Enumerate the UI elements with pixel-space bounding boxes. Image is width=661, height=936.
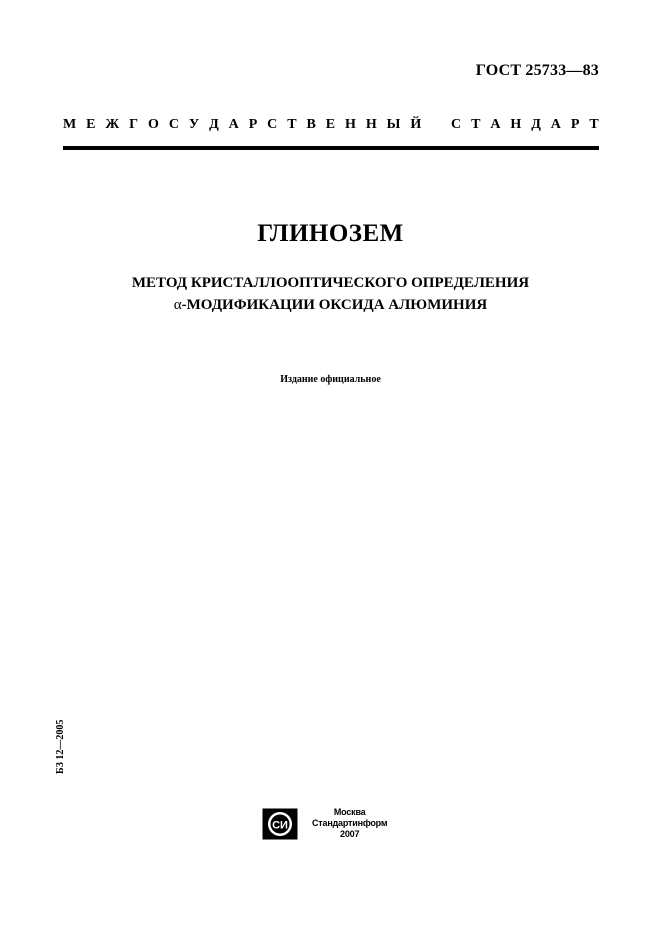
- subtitle-line-2-text: -МОДИФИКАЦИИ ОКСИДА АЛЮМИНИЯ: [181, 297, 488, 313]
- banner-letter: Е: [325, 117, 336, 132]
- banner-letter: Т: [589, 117, 599, 132]
- alpha-symbol: α: [173, 297, 182, 313]
- banner-letter: Ы: [386, 117, 401, 132]
- logo-letters: СИ: [272, 819, 288, 831]
- banner-letter: Т: [287, 117, 297, 132]
- publisher-city: Москва: [333, 807, 366, 817]
- subtitle-line-2: [0, 294, 661, 316]
- banner-letter: Н: [510, 117, 522, 132]
- banner-letter: Д: [531, 117, 541, 132]
- banner-letter: Й: [410, 117, 422, 132]
- banner-letter: Н: [365, 117, 377, 132]
- banner-letter: С: [451, 117, 462, 132]
- subtitle-line-1: МЕТОД КРИСТАЛЛООПТИЧЕСКОГО ОПРЕДЕЛЕНИЯ: [131, 275, 530, 291]
- publisher-block: [262, 807, 387, 840]
- banner-letter: В: [306, 117, 316, 132]
- banner-letter: Ж: [105, 117, 120, 132]
- header-divider: [63, 146, 599, 150]
- side-note: БЗ 12—2005: [55, 719, 66, 774]
- banner-letter: Г: [129, 117, 139, 132]
- banner-word-gap: [431, 117, 441, 133]
- banner-letter: А: [228, 117, 239, 132]
- banner-letter: О: [148, 117, 159, 132]
- interstate-standard-banner: [63, 117, 599, 133]
- banner-letter: Р: [570, 117, 580, 132]
- banner-letter: С: [168, 117, 179, 132]
- banner-letter: Т: [471, 117, 481, 132]
- banner-letter: С: [267, 117, 278, 132]
- standartinform-logo-icon: [262, 808, 298, 840]
- edition-label: Издание официальное: [280, 374, 381, 385]
- banner-letter: М: [63, 117, 77, 132]
- banner-letter: Р: [248, 117, 258, 132]
- document-subtitle: [0, 272, 661, 316]
- banner-letter: У: [188, 117, 200, 132]
- document-title: ГЛИНОЗЕМ: [257, 220, 404, 247]
- banner-letter: А: [490, 117, 501, 132]
- publisher-text: [312, 807, 387, 840]
- publisher-name: Стандартинформ: [312, 818, 388, 828]
- document-code: ГОСТ 25733—83: [475, 62, 599, 79]
- banner-letter: Д: [209, 117, 219, 132]
- banner-letter: Е: [86, 117, 96, 132]
- publisher-year: 2007: [340, 829, 360, 839]
- banner-letter: Н: [345, 117, 356, 132]
- banner-letter: А: [550, 117, 561, 132]
